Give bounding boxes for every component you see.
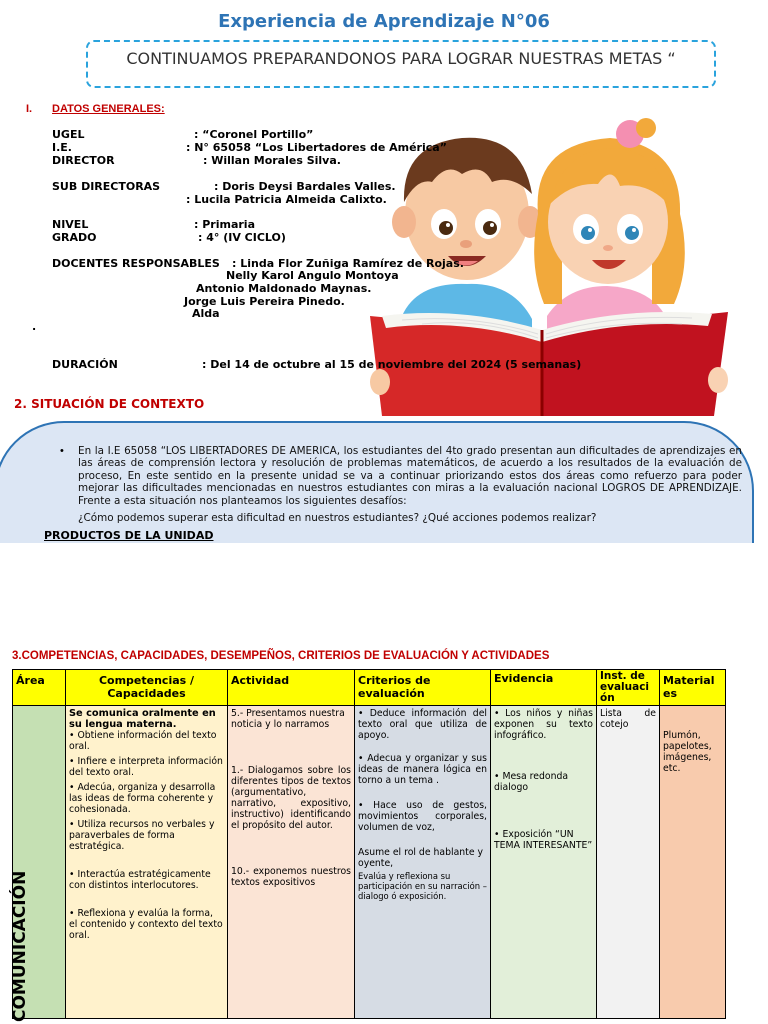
area-cell xyxy=(10,706,66,1022)
evid-item-1: • Los niños y niñas exponen su texto infográfico. xyxy=(494,708,593,741)
docentes-4: Jorge Luis Pereira Pinedo. xyxy=(184,295,345,308)
subdir-value-1: : Doris Deysi Bardales Valles. xyxy=(214,180,396,193)
docentes-label: DOCENTES RESPONSABLES xyxy=(52,257,220,270)
area-label: COMUNICACIÓN xyxy=(10,870,30,1022)
grado-label: GRADO xyxy=(52,231,97,244)
act-item-2: 1.- Dialogamos sobre los diferentes tipos de textos (argumentativo, narrativo, expositivo, instructivo) identificando el propósito del autor. xyxy=(231,765,351,831)
page-subtitle: CONTINUAMOS PREPARANDONOS PARA LOGRAR NUESTRAS METAS “ xyxy=(126,49,676,68)
docentes-1: : Linda Flor Zuñiga Ramírez de Rojas. xyxy=(232,257,464,270)
grado-value: : 4° (IV CICLO) xyxy=(198,231,286,244)
comp-item-6: • Reflexiona y evalúa la forma, el contenido y contexto del texto oral. xyxy=(69,908,223,941)
crit-item-2: • Adecua y organizar y sus ideas de manera lógica en torno a un tema . xyxy=(358,753,487,786)
evidencia-cell xyxy=(491,706,597,1019)
productos-heading: PRODUCTOS DE LA UNIDAD xyxy=(44,529,214,542)
context-paragraph: En la I.E 65058 “LOS LIBERTADORES DE AMERICA, los estudiantes del 4to grado presentan aun dificultades de aprendizajes en las áreas de comprensión lectora y resolución de problemas matemáticos, de acuerdo a los resultados de la evaluación de proceso, En este sentido en la presente unidad se va a continuar priorizando estos dos áreas como refuerzo para poder mejorar las dificultades mencionadas en nuestros estudiantes con miras a la evaluación nacional LOGROS DE APRENDIZAJE. Frente a esta situación nos planteamos los siguientes desafíos: xyxy=(78,445,742,507)
header-actividad: Actividad xyxy=(228,670,355,706)
ie-value: : N° 65058 “Los Libertadores de América” xyxy=(186,141,447,154)
header-materiales: Material es xyxy=(660,670,726,706)
docentes-2: Nelly Karol Angulo Montoya xyxy=(226,269,399,282)
header-competencias: Competencias / Capacidades xyxy=(66,670,228,706)
comp-item-3: • Adecúa, organiza y desarrolla las ideas de forma coherente y cohesionada. xyxy=(69,782,216,815)
header-area: Área xyxy=(13,670,66,706)
competencias-cell xyxy=(66,706,228,1019)
table-header-row xyxy=(13,670,726,706)
evid-item-3: • Exposición “UN TEMA INTERESANTE” xyxy=(494,829,593,851)
comp-title: Se comunica oralmente en su lengua materna. xyxy=(69,708,216,730)
competencias-table xyxy=(10,669,726,1022)
comp-item-2: • Infiere e interpreta información del texto oral. xyxy=(69,756,223,778)
director-label: DIRECTOR xyxy=(52,154,115,167)
evid-item-2: • Mesa redonda dialogo xyxy=(494,771,569,793)
criterios-cell xyxy=(355,706,491,1019)
context-question: ¿Cómo podemos superar esta dificultad en nuestros estudiantes? ¿Qué acciones podemos realizar? xyxy=(78,512,597,524)
subdir-label: SUB DIRECTORAS xyxy=(52,180,161,193)
director-value: : Willan Morales Silva. xyxy=(203,154,341,167)
girl-icon xyxy=(534,118,685,304)
section1-heading xyxy=(26,103,165,115)
materiales-cell xyxy=(660,706,726,1019)
section2-heading: 2. SITUACIÓN DE CONTEXTO xyxy=(14,397,205,411)
act-item-3: 10.- exponemos nuestros textos expositivos xyxy=(231,866,351,888)
comp-item-4: • Utiliza recursos no verbales y paraverbales de forma estratégica. xyxy=(69,819,215,852)
subdir-value-2: : Lucila Patricia Almeida Calixto. xyxy=(186,193,387,206)
context-bullet: • xyxy=(60,445,64,457)
crit-item-3: • Hace uso de gestos, movimientos corporales, volumen de voz, xyxy=(358,800,487,833)
comp-item-1: • Obtiene información del texto oral. xyxy=(69,730,217,752)
table-row xyxy=(13,706,726,1019)
page-title: Experiencia de Aprendizaje N°06 xyxy=(218,11,550,32)
section3-heading: 3.COMPETENCIAS, CAPACIDADES, DESEMPEÑOS, CRITERIOS DE EVALUACIÓN Y ACTIVIDADES xyxy=(12,650,550,662)
ie-label: I.E. xyxy=(52,141,72,154)
crit-item-1: • Deduce información del texto oral que utiliza de apoyo. xyxy=(358,708,487,741)
section1-label: DATOS GENERALES: xyxy=(52,103,165,115)
page-break-gap xyxy=(0,543,768,643)
docentes-5: Alda xyxy=(192,307,220,320)
crit-item-5: Evalúa y reflexiona su participación en su narración – dialogo ó exposición. xyxy=(358,871,487,901)
inst-value: Lista de cotejo xyxy=(600,708,656,730)
inst-cell xyxy=(597,706,660,1019)
header-criterios: Criterios de evaluación xyxy=(355,670,491,706)
nivel-value: : Primaria xyxy=(194,218,255,231)
docentes-3: Antonio Maldonado Maynas. xyxy=(196,282,372,295)
stray-dot: . xyxy=(32,320,37,333)
actividad-cell xyxy=(228,706,355,1019)
materiales-value: Plumón, papelotes, imágenes, etc. xyxy=(663,730,712,774)
act-item-1: 5.- Presentamos nuestra noticia y lo narramos xyxy=(231,708,345,730)
nivel-label: NIVEL xyxy=(52,218,89,231)
crit-item-4: Asume el rol de hablante y oyente, xyxy=(358,847,483,869)
ugel-value: : “Coronel Portillo” xyxy=(194,128,314,141)
comp-item-5: • Interactúa estratégicamente con distintos interlocutores. xyxy=(69,869,211,891)
header-inst: Inst. de evaluaci ón xyxy=(597,670,660,706)
header-evidencia: Evidencia xyxy=(491,670,597,706)
ugel-label: UGEL xyxy=(52,128,85,141)
duracion-value: : Del 14 de octubre al 15 de noviembre del 2024 (5 semanas) xyxy=(202,358,582,371)
section1-number: I. xyxy=(26,103,33,115)
duracion-label: DURACIÓN xyxy=(52,358,118,371)
